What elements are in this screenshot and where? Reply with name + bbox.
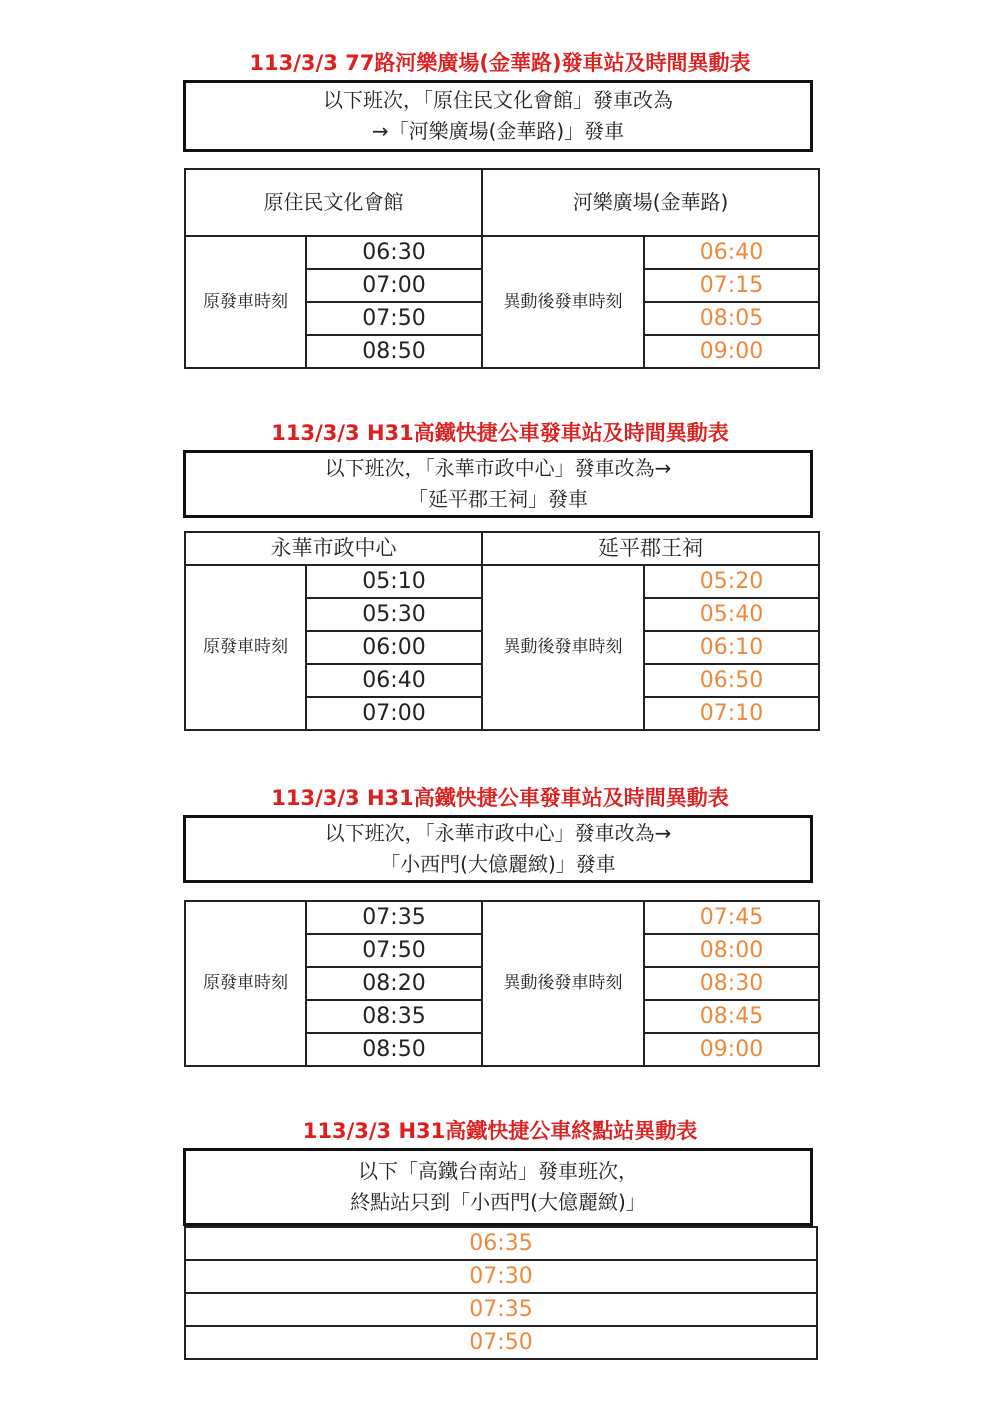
changed-terminal-time: 07:50	[185, 1326, 817, 1359]
new-time-label: 異動後發車時刻	[482, 901, 644, 1066]
new-time-label: 異動後發車時刻	[482, 565, 644, 730]
changed-terminal-time: 06:35	[185, 1227, 817, 1260]
table-row	[185, 1293, 817, 1326]
orig-time-label: 原發車時刻	[185, 236, 306, 368]
section-2-table	[184, 531, 820, 731]
notice-line: 以下班次，「原住民文化會館」發車改為	[323, 88, 673, 112]
new-time: 09:00	[644, 1033, 819, 1066]
table-row	[185, 236, 819, 269]
orig-time: 08:50	[306, 335, 482, 368]
changed-terminal-time: 07:30	[185, 1260, 817, 1293]
table-row	[185, 901, 819, 934]
notice-line: 以下「高鐵台南站」發車班次，	[358, 1159, 638, 1183]
new-time: 08:30	[644, 967, 819, 1000]
orig-time-label: 原發車時刻	[185, 565, 306, 730]
table-header-row	[185, 532, 819, 565]
notice-line: 以下班次，「永華市政中心」發車改為→	[324, 456, 672, 480]
changed-terminal-time: 07:35	[185, 1293, 817, 1326]
section-2-title: 113/3/3 H31高鐵快捷公車發車站及時間異動表	[271, 421, 729, 445]
section-1-table	[184, 168, 820, 369]
orig-time: 06:00	[306, 631, 482, 664]
notice-line: →「河樂廣場(金華路)」發車	[371, 119, 625, 143]
table-row	[185, 1326, 817, 1359]
section-3-notice	[183, 815, 813, 883]
new-time: 07:15	[644, 269, 819, 302]
notice-line: 「小西門(大億麗緻)」發車	[380, 852, 616, 876]
orig-time: 08:20	[306, 967, 482, 1000]
new-time-label: 異動後發車時刻	[482, 236, 644, 368]
new-time: 06:10	[644, 631, 819, 664]
new-time: 08:05	[644, 302, 819, 335]
section-4-table	[184, 1226, 818, 1360]
section-2-notice	[183, 450, 813, 518]
new-time: 06:50	[644, 664, 819, 697]
new-time: 06:40	[644, 236, 819, 269]
orig-time: 07:50	[306, 302, 482, 335]
table-row	[185, 1260, 817, 1293]
section-4-title: 113/3/3 H31高鐵快捷公車終點站異動表	[302, 1119, 698, 1143]
orig-time: 08:50	[306, 1033, 482, 1066]
orig-time: 07:50	[306, 934, 482, 967]
new-time: 05:40	[644, 598, 819, 631]
orig-time: 08:35	[306, 1000, 482, 1033]
to-station-header: 河樂廣場(金華路)	[482, 169, 819, 236]
notice-line: 以下班次，「永華市政中心」發車改為→	[324, 821, 672, 845]
to-station-header: 延平郡王祠	[482, 532, 819, 565]
section-3-title: 113/3/3 H31高鐵快捷公車發車站及時間異動表	[271, 786, 729, 810]
orig-time: 05:10	[306, 565, 482, 598]
notice-line: 終點站只到「小西門(大億麗緻)」	[350, 1190, 646, 1214]
table-row	[185, 565, 819, 598]
orig-time: 06:40	[306, 664, 482, 697]
orig-time: 05:30	[306, 598, 482, 631]
new-time: 07:45	[644, 901, 819, 934]
orig-time: 06:30	[306, 236, 482, 269]
new-time: 05:20	[644, 565, 819, 598]
notice-line: 「延平郡王祠」發車	[408, 487, 588, 511]
section-1-title: 113/3/3 77路河樂廣場(金華路)發車站及時間異動表	[249, 51, 751, 75]
new-time: 07:10	[644, 697, 819, 730]
orig-time-label: 原發車時刻	[185, 901, 306, 1066]
orig-time: 07:35	[306, 901, 482, 934]
new-time: 08:00	[644, 934, 819, 967]
from-station-header: 永華市政中心	[185, 532, 482, 565]
orig-time: 07:00	[306, 697, 482, 730]
table-header-row	[185, 169, 819, 236]
from-station-header: 原住民文化會館	[185, 169, 482, 236]
new-time: 09:00	[644, 335, 819, 368]
section-1-notice	[183, 80, 813, 152]
section-3-table	[184, 900, 820, 1067]
table-row	[185, 1227, 817, 1260]
section-4-notice	[183, 1148, 813, 1226]
new-time: 08:45	[644, 1000, 819, 1033]
orig-time: 07:00	[306, 269, 482, 302]
